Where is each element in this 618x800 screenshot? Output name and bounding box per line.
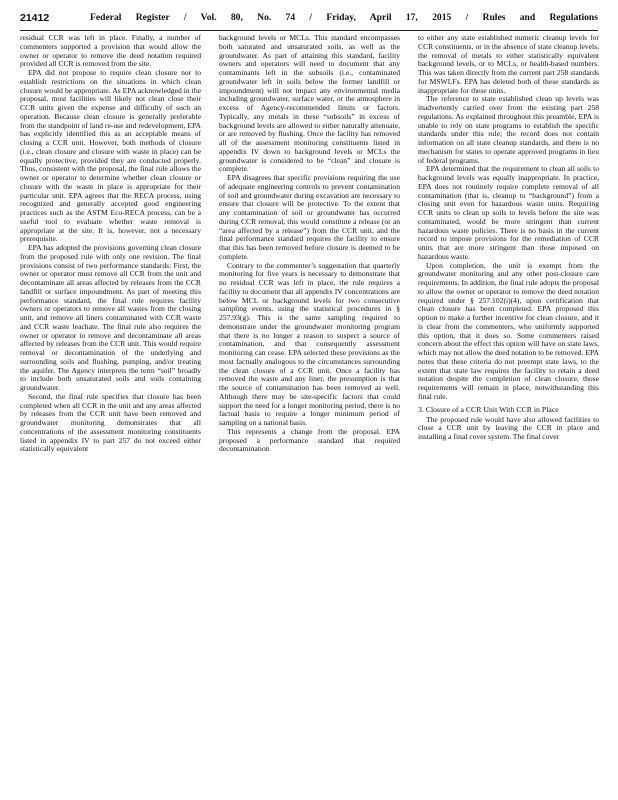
running-head: Federal Register / Vol. 80, No. 74 / Friday, April 17, 2015 / Rules and Regulations <box>90 12 598 23</box>
paragraph: The reference to state established clean up levels was inadvertently carried over from the existing part 258 regulations. As explained throughout this preamble, EPA is unable to rely on state programs to establish the specific standards under this rule; the record does not contain information on all state cleanup standards, and there is no mechanism for states to operate approved programs in lieu of federal programs. <box>418 94 599 165</box>
column-1 <box>20 34 201 784</box>
column-2 <box>219 34 400 784</box>
paragraph: to either any state established numeric cleanup levels for CCR constituents, or in the absence of state cleanup levels, the removal of metals to either statistically equivalent background levels, or to MCLs, or health-based numbers. This was taken directly from the current part 258 standards for MSWLFs. EPA has deleted both of these standards as inappropriate for these units. <box>418 34 599 95</box>
paragraph: The proposed rule would have also allowed facilities to close a CCR unit by leaving the CCR in place and installing a final cover system. The final cover <box>418 414 599 441</box>
paragraph: background levels or MCLs. This standard encompasses both saturated and unsaturated soils, as well as the groundwater. As part of attaining this standard, facility owners and operators will need to document that any contaminants left in the subsoils (i.e., contaminated groundwater left in soils below the former landfill or impoundment) will not impact any environmental media including groundwater, surface water, or the atmosphere in excess of Agency-recommended limits or factors. Typically, any metals in these “subsoils” in excess of background levels are allowed to either naturally attenuate, or are removed by flushing. Once the facility has removed all of the assessment monitoring constituents listed in appendix IV down to background levels or MCLs the groundwater is considered to be “clean” and closure is complete. <box>219 34 400 174</box>
paragraph: Second, the final rule specifies that closure has been completed when all CCR in the unit and any areas affected by releases from the CCR unit have been removed and groundwater monitoring demonstrates that all concentrations of the assessment monitoring constituents listed in appendix IV to part 257 do not exceed either statistically equivalent <box>20 391 201 454</box>
paragraph: EPA disagrees that specific provisions requiring the use of adequate engineering controls to prevent contamination of soil and groundwater during excavation are necessary to ensure that closure will be protective. To the extent that any contamination of soil or groundwater has occurred during CCR removal, this would constitute a release (or an “area affected by a release”) from the CCR unit, and the final performance standard requires the facility to ensure that this has been removed before closure is deemed to be complete. <box>219 173 400 261</box>
paragraph: This represents a change from the proposal. EPA proposed a performance standard that required decontamination <box>219 426 400 454</box>
page-number: 21412 <box>20 12 50 24</box>
paragraph: Contrary to the commenter’s suggestation that quarterly monitoring for five years is necessary to demonstrate that no residual CCR was left in place, the rule requires a facility to document that all appendix IV concentrations are below MCL or background levels for two consecutive sampling events, using the statistical procedures in § 257.93(g). This is the same sampling required to demonstrate under the groundwater monitoring program that there is no longer a reason to suspect a source of contamination, and that consequently assessment monitoring can cease. EPA selected these provisions as the most factually analogous to the circumstances surrounding the clean closure of a CCR unit. Once a facility has removed the waste and any liner, the presumption is that the source of contamination has been removed as well. Although there may be site-specific factors that could support the need for a longer monitoring period, there is no factual basis to require a longer minimum period of sampling on a national basis. <box>219 260 400 427</box>
paragraph: EPA has adopted the provisions governing clean closure from the proposed rule with only one revision. The final provisions consist of two performance standards: First, the owner or operator must remove all CCR from the unit and decontaminate all areas affected by releases from the CCR landfill or surface impoundment. As part of meeting this performance standard, the final rule requires facility owners or operators to remove all wastes from the closing unit, and remove all liners contaminated with CCR waste and CCR waste leachate. The final rule also requires the owner or operator to remove and decontaminate all areas affected by releases from the CCR unit. This would require removal or decontamination of the underlying and surrounding soils and flushing, pumping, and/or treating the aquifer. The Agency interprets the term “soil” broadly to include both unsaturated soils and soils containing groundwater. <box>20 243 201 392</box>
page-header <box>20 8 598 31</box>
paragraph: EPA determined that the requirement to clean all soils to background levels was equally inappropriate. In practice, EPA does not routinely require complete removal of all contamination (that is, cleanup to “background”) from a closing unit even for hazardous waste units. Requiring CCR units to clean up soils to levels before the site was contaminated, would be more stringent than current hazardous waste policies. There is no basis in the current record to impose provisions for the remediation of CCR units that are more stringent than those imposed on hazardous waste. <box>418 164 599 261</box>
paragraph: Upon completion, the unit is exempt from the groundwater monitoring and any other post-closure care requirements. In addition, the final rule adopts the proposal to allow the owner or operator to remove the deed notation required under § 257.102(i)(4), upon certification that clean closure has been completed. EPA proposed this option to make a further incentive for clean closure, and it is clear from the commenters, who uniformly supported this option, that it does so. Some commenters raised concern about the effect this option will have on state laws, which may not allow the deed notation to be removed. EPA notes that these criteria do not preempt state laws, to the extent that state law requires the facility to retain a deed notation despite the completion of clean closure, those requirements will remain in place, notwithstanding this final rule. <box>418 260 599 401</box>
paragraph: residual CCR was left in place. Finally, a number of commenters supported a provision that would allow the owner or operator to remove the deed notation required provided all CCR is removed from the site. <box>20 34 201 69</box>
section-heading: 3. Closure of a CCR Unit With CCR in Place <box>418 404 559 414</box>
body-columns <box>20 34 600 784</box>
column-3 <box>418 34 599 784</box>
paragraph: EPA did not propose to require clean closure nor to establish restrictions on the situations in which clean closure would be appropriate. As EPA acknowledged in the proposal, most facilities will likely not clean close their CCR units given the expense and difficulty of such an operation. Because clean closure is generally preferable from the standpoint of land re-use and redevelopment, EPA has explicitly identified this as an acceptable means of closing a CCR unit. However, both methods of closure (i.e., clean closure and closure with waste in place) can be equally protective, provided they are conducted properly. Thus, consistent with the proposal, the final rule allows the owner or operator to determine whether clean closure or closure with the waste in place is appropriate for their particular unit. EPA agrees that the RECA process, using recognized and generally accepted good engineering practices such as the ASTM Eco-RECA process, can be a useful tool to evaluate whether waste removal is appropriate at the site. It is, however, not a necessary prerequisite. <box>20 68 201 244</box>
